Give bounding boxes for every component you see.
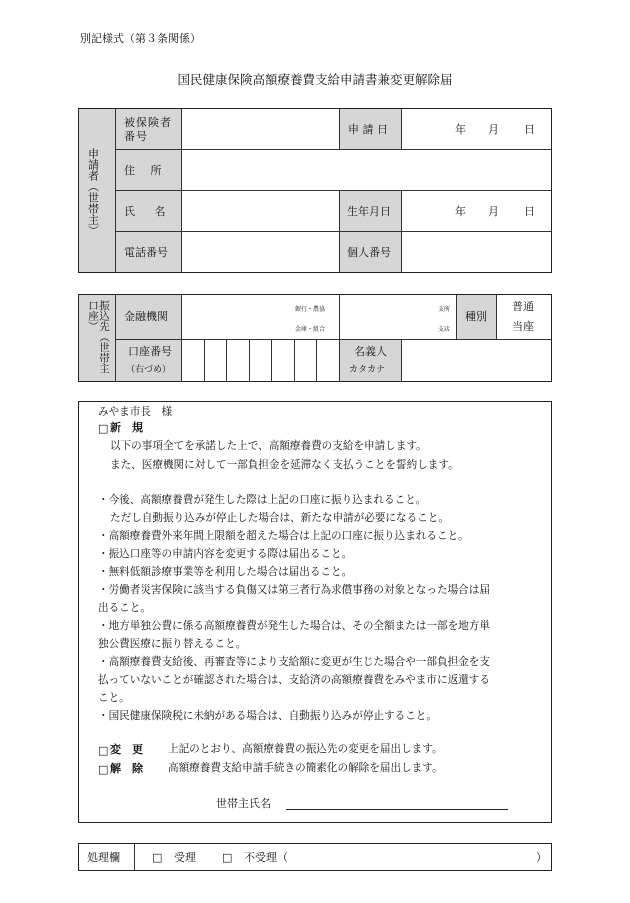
kind-label: 種別 bbox=[465, 310, 487, 323]
addressee: みやま市長 様 bbox=[98, 406, 173, 418]
apply-date-month: 月 bbox=[488, 123, 499, 136]
body-line-8: ・労働者災害保険に該当する負傷又は第三者行為求償事務の対象となった場合は届 bbox=[98, 584, 490, 596]
body-line-9: 出ること。 bbox=[98, 602, 151, 614]
personal-number-field[interactable] bbox=[402, 232, 550, 271]
birth-date-year: 年 bbox=[455, 205, 466, 218]
holder-name-field[interactable] bbox=[402, 340, 550, 380]
branch-type-2: 支店 bbox=[438, 326, 451, 333]
body-line-7: ・無料低額診療事業等を利用した場合は届出ること。 bbox=[98, 566, 353, 578]
apply-date-day: 日 bbox=[524, 123, 535, 136]
body-line-5: ・高額療養費外来年間上限額を超えた場合は上記の口座に振り込まれること。 bbox=[98, 530, 469, 542]
birth-date-day: 日 bbox=[524, 205, 535, 218]
name-label: 氏 名 bbox=[124, 205, 174, 218]
accept-label: 受理 bbox=[174, 851, 196, 864]
body-line-2: また、医療機関に対して一部負担金を延滞なく支払うことを誓約します。 bbox=[110, 459, 459, 471]
processing-row bbox=[78, 843, 552, 871]
accept-checkbox[interactable]: □ bbox=[152, 851, 163, 864]
bank-label: 金融機関 bbox=[124, 310, 168, 323]
applicant-side-label: 申請者（世帯主） bbox=[86, 148, 100, 236]
change-text: 上記のとおり、高額療養費の振込先の変更を届出します。 bbox=[168, 743, 443, 755]
insured-number-label: 被保険者 bbox=[124, 116, 172, 129]
change-checkbox[interactable]: □ bbox=[98, 744, 109, 757]
body-line-12: ・高額療養費支給後、再審査等により支給額に変更が生じた場合や一部負担金を支 bbox=[98, 656, 490, 668]
birth-date-label: 生年月日 bbox=[347, 205, 391, 218]
body-line-3: ・今後、高額療養費が発生した際は上記の口座に振り込まれること。 bbox=[98, 494, 427, 506]
phone-field[interactable] bbox=[182, 232, 338, 271]
insured-number-field[interactable] bbox=[182, 110, 338, 148]
bank-type-2: 金庫・組合 bbox=[295, 326, 326, 333]
body-line-11: 独公費医療に振り替えること。 bbox=[98, 638, 247, 650]
name-field[interactable] bbox=[182, 191, 338, 230]
reject-close-paren: ） bbox=[536, 851, 547, 864]
birth-date-field[interactable] bbox=[402, 191, 550, 230]
body-line-4: ただし自動振り込みが停止した場合は、新たな申請が必要になること。 bbox=[110, 512, 449, 524]
transfer-side-label: 振込先（世帯主口座） bbox=[87, 300, 111, 374]
body-line-14: こと。 bbox=[98, 692, 130, 704]
householder-name-field[interactable] bbox=[286, 795, 508, 810]
householder-name-label: 世帯主氏名 bbox=[216, 797, 271, 810]
cancel-checkbox[interactable]: □ bbox=[98, 763, 109, 776]
account-number-note: （右づめ） bbox=[126, 365, 172, 375]
reject-label: 不受理（ bbox=[244, 851, 288, 864]
kind-option-ordinary[interactable]: 普通 bbox=[512, 300, 534, 313]
body-line-1: 以下の事項全てを承諾した上で、高額療養費の支給を申請します。 bbox=[110, 440, 427, 452]
body-line-6: ・振込口座等の申請内容を変更する際は届出ること。 bbox=[98, 548, 353, 560]
account-number-field[interactable] bbox=[182, 340, 338, 380]
apply-date-label: 申 請 日 bbox=[348, 123, 388, 136]
phone-label: 電話番号 bbox=[124, 246, 168, 259]
account-number-label: 口座番号 bbox=[128, 345, 172, 358]
address-label: 住 所 bbox=[124, 164, 168, 177]
body-line-13: 払っていないことが確認された場合は、支給済の高額療養費をみやま市に返還する bbox=[98, 674, 490, 686]
processing-label: 処理欄 bbox=[87, 851, 120, 864]
bank-name-field[interactable] bbox=[182, 296, 292, 338]
insured-number-label-2: 番号 bbox=[124, 130, 148, 143]
cancel-label: 解 除 bbox=[110, 762, 143, 775]
new-label: 新 規 bbox=[110, 421, 143, 434]
apply-date-year: 年 bbox=[455, 123, 466, 136]
holder-label: 名義人 bbox=[354, 345, 387, 358]
form-label: 別記様式（第３条関係） bbox=[80, 32, 201, 45]
holder-sub-label: カタカナ bbox=[349, 365, 386, 375]
reject-checkbox[interactable]: □ bbox=[222, 851, 233, 864]
branch-type-1: 支所 bbox=[438, 306, 451, 313]
branch-name-field[interactable] bbox=[340, 296, 435, 338]
bank-type-1: 銀行・農協 bbox=[295, 306, 326, 313]
apply-date-field[interactable] bbox=[402, 110, 550, 148]
personal-number-label: 個人番号 bbox=[347, 246, 391, 259]
cancel-text: 高額療養費支給申請手続きの簡素化の解除を届出します。 bbox=[168, 762, 443, 774]
change-label: 変 更 bbox=[110, 743, 143, 756]
kind-option-current[interactable]: 当座 bbox=[512, 320, 534, 333]
address-field[interactable] bbox=[182, 150, 550, 189]
page-title: 国民健康保険高額療養費支給申請書兼変更解除届 bbox=[177, 72, 453, 87]
body-line-15: ・国民健康保険税に未納がある場合は、自動振り込みが停止すること。 bbox=[98, 710, 437, 722]
new-checkbox[interactable]: □ bbox=[98, 422, 109, 435]
birth-date-month: 月 bbox=[488, 205, 499, 218]
body-line-10: ・地方単独公費に係る高額療養費が発生した場合は、その全額または一部を地方単 bbox=[98, 620, 490, 632]
